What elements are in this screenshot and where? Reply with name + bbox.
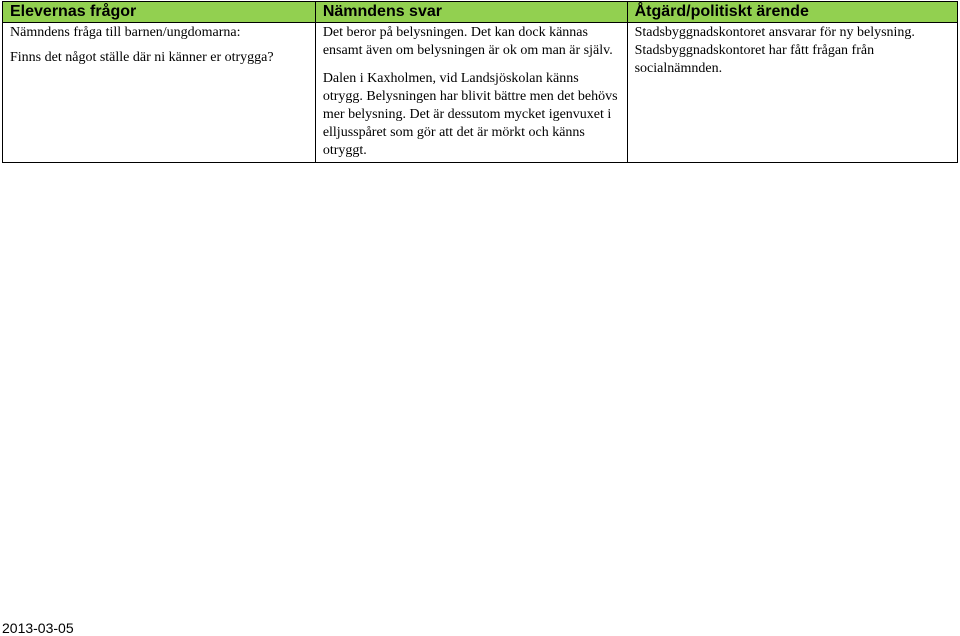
action-line-1: Stadsbyggnadskontoret ansvarar för ny belysning. xyxy=(634,25,915,40)
answer-paragraph-2: Dalen i Kaxholmen, vid Landsjöskolan känns otrygg. Belysningen har blivit bättre men det behövs mer belysning. Det är dessutom mycket igenvuxet i elljusspåret som gör att det är mörkt och känns otryggt. xyxy=(322,71,618,158)
footer-date: 2013-03-05 xyxy=(2,620,74,636)
table-header-row xyxy=(3,2,958,23)
question-intro: Nämndens fråga till barnen/ungdomarna: xyxy=(10,25,241,40)
answer-paragraph-1: Det beror på belysningen. Det kan dock kännas ensamt även om belysningen är ok om man är själv. xyxy=(322,25,613,58)
header-namndens-svar: Nämndens svar xyxy=(315,2,627,23)
header-atgard-politiskt-arende: Åtgärd/politiskt ärende xyxy=(627,2,957,23)
action-line-2: Stadsbyggnadskontoret har fått frågan från socialnämnden. xyxy=(634,43,875,76)
table-row xyxy=(3,23,958,163)
answer-cell xyxy=(315,23,627,163)
question-cell xyxy=(3,23,316,163)
document-table xyxy=(2,1,958,163)
action-cell xyxy=(627,23,957,163)
question-text: Finns det något ställe där ni känner er otrygga? xyxy=(10,50,274,65)
header-elevernas-fragor: Elevernas frågor xyxy=(3,2,316,23)
